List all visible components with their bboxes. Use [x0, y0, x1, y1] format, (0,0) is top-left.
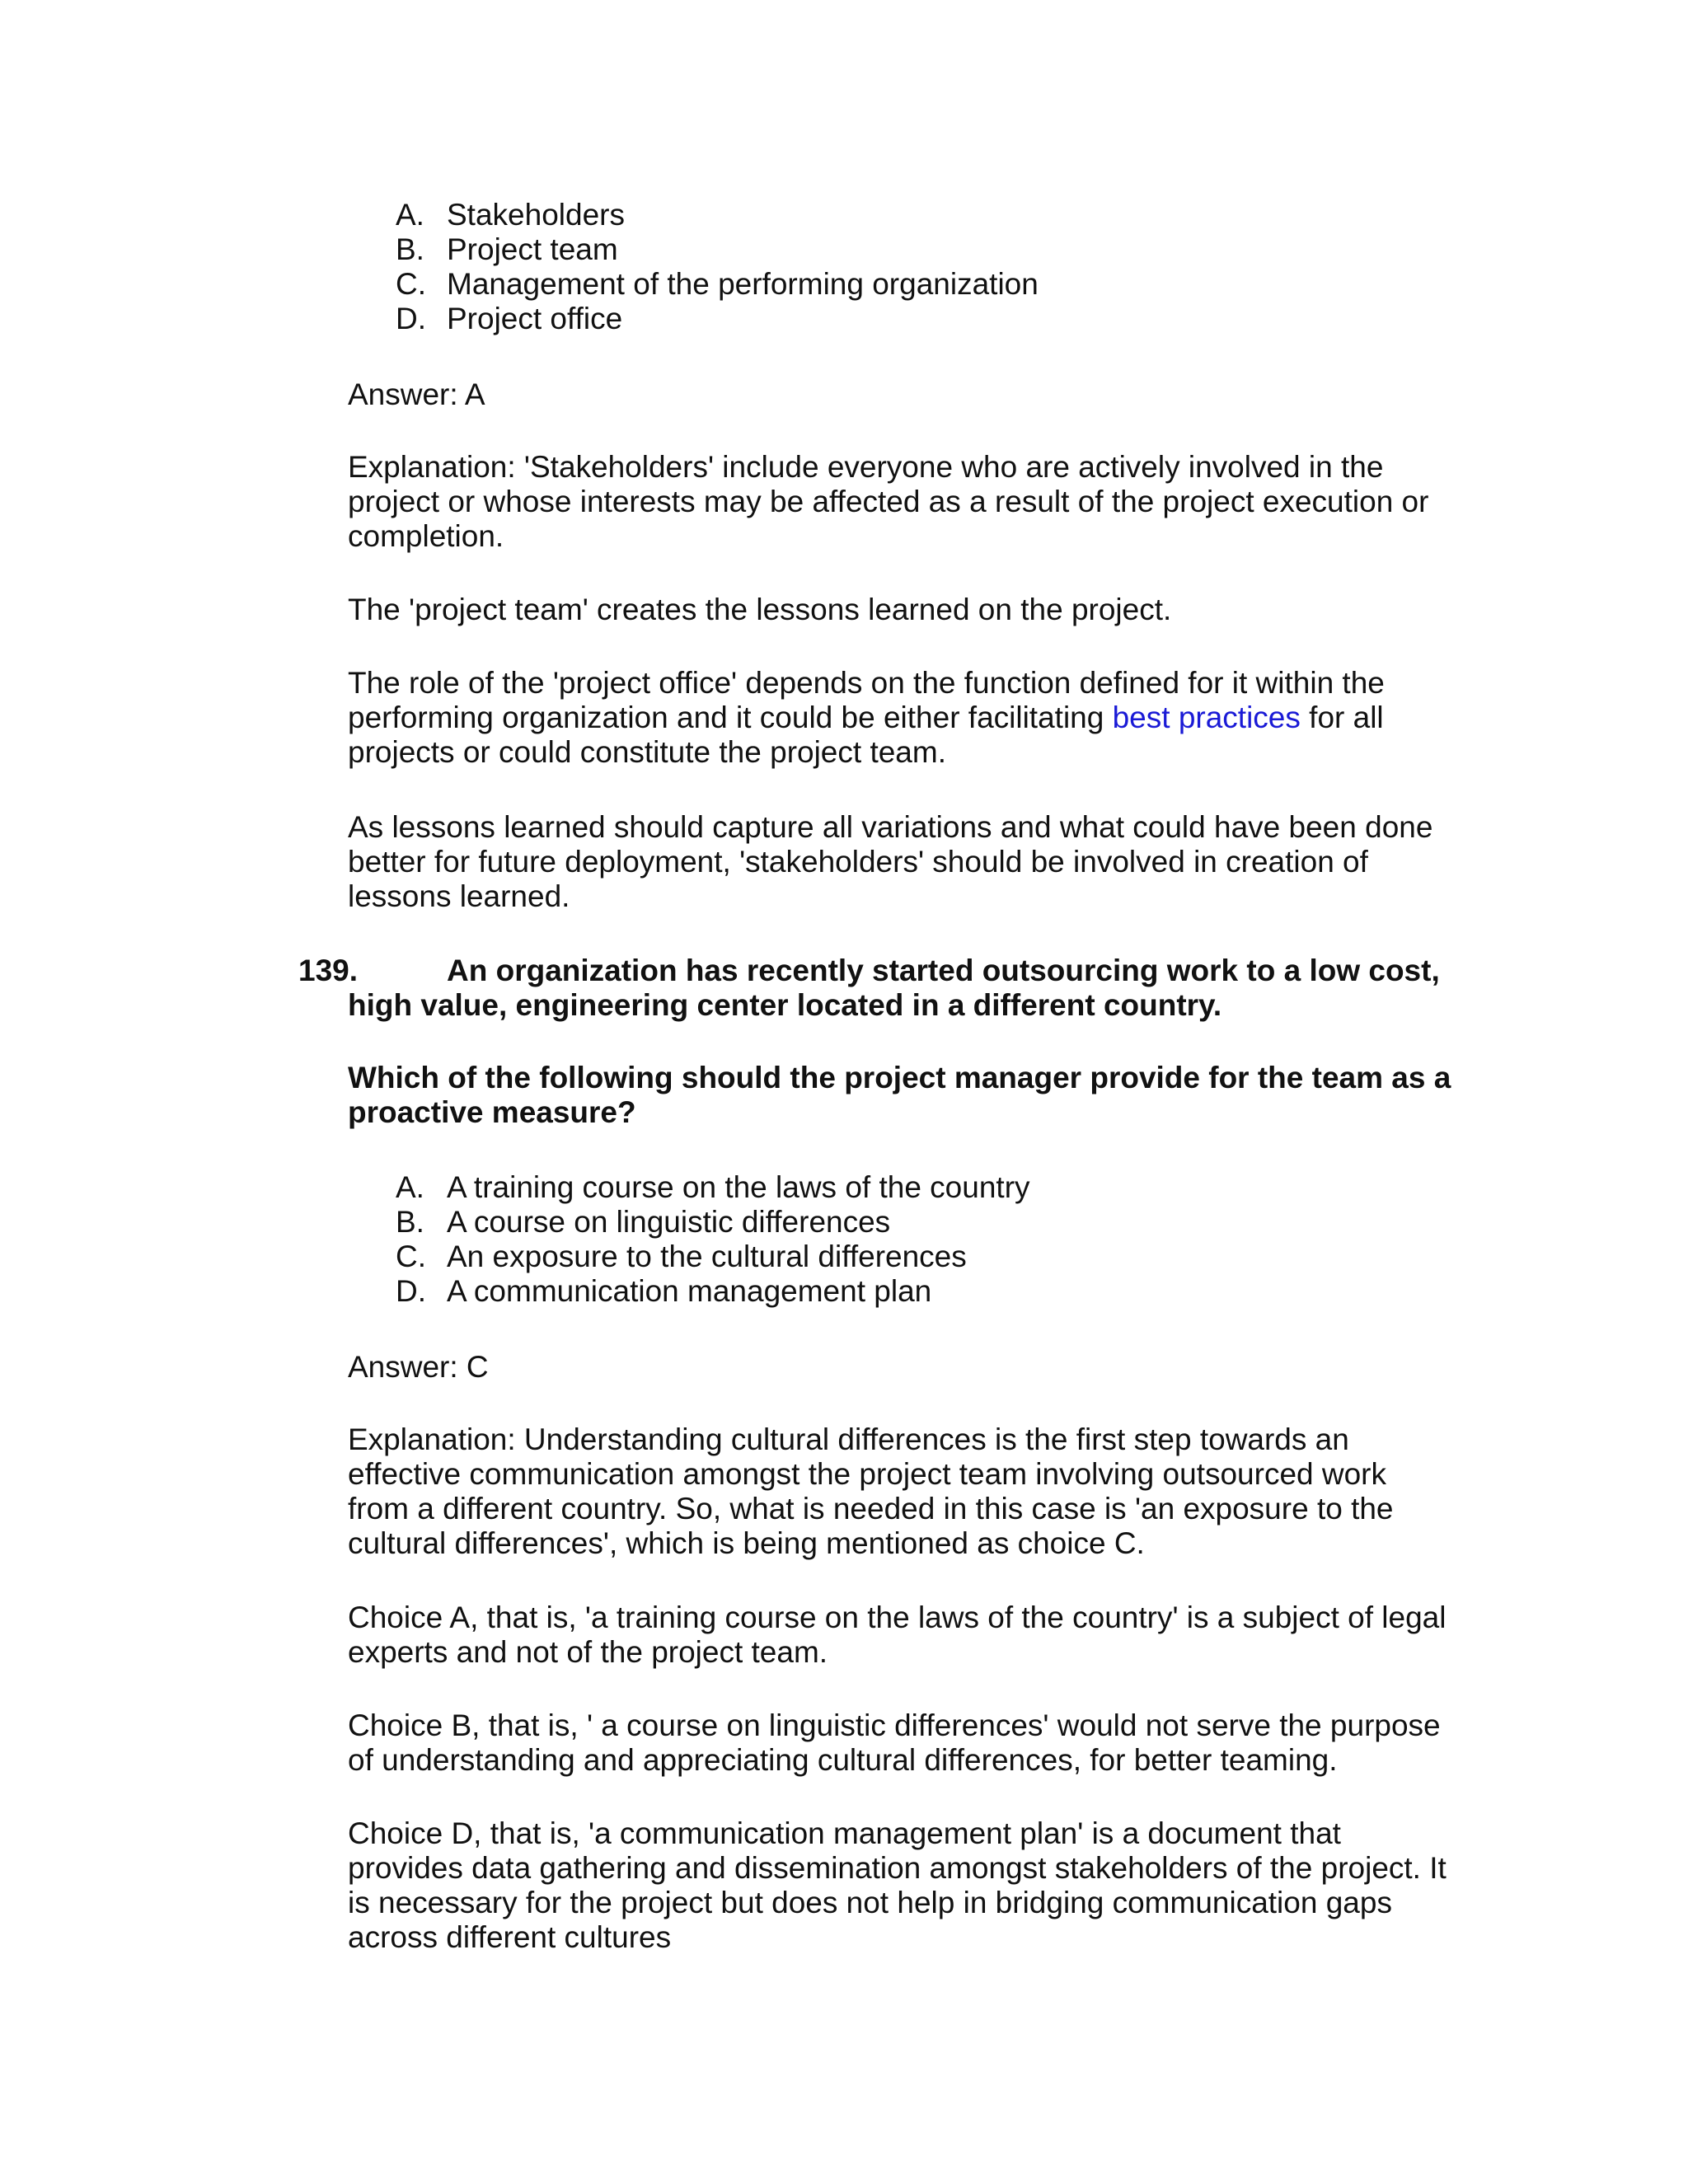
question-number: 139. — [298, 954, 359, 987]
choice-letter: D. — [396, 302, 426, 335]
question-text-line2: high value, engineering center located in a different country. — [348, 988, 1222, 1022]
q139-choice-a — [396, 1170, 1451, 1205]
choice-letter: D. — [396, 1274, 426, 1308]
choice-text: Project office — [447, 302, 623, 335]
q138-choice-b — [396, 232, 1451, 267]
explanation-text: for all projects or could constitute the project team. — [348, 701, 1384, 769]
q139-explanation-cultural: Explanation: Understanding cultural differences is the first step towards an effective communication amongst the project team involving outsourced work from a different country. So, what is needed in this case is 'an exposure to the cultural differences', which is being mentioned as choice C. — [348, 1422, 1394, 1560]
q139-choices — [396, 1170, 1451, 1309]
q138-choice-c — [396, 267, 1451, 302]
question-text-line1: An organization has recently started outsourcing work to a low cost, — [447, 954, 1440, 987]
q138-choice-a — [396, 198, 1451, 232]
choice-text: A course on linguistic differences — [447, 1205, 891, 1239]
choice-letter: A. — [396, 198, 424, 232]
choice-text: Project team — [447, 232, 618, 266]
choice-text: Stakeholders — [447, 198, 625, 232]
q138-explanation-project-office — [348, 666, 1452, 770]
q138-choice-d — [396, 302, 1451, 336]
choice-text: A communication management plan — [447, 1274, 932, 1308]
choice-letter: C. — [396, 267, 426, 301]
choice-letter: B. — [396, 232, 424, 266]
question-prompt: Which of the following should the project manager provide for the team as a proactive measure? — [348, 1061, 1451, 1129]
q139-answer: Answer: C — [348, 1350, 489, 1384]
q138-explanation-stakeholders: Explanation: 'Stakeholders' include everyone who are actively involved in the project or whose interests may be affected as a result of the project execution or completion. — [348, 450, 1429, 553]
q138-answer: Answer: A — [348, 377, 485, 411]
q139-explanation-choice-b: Choice B, that is, ' a course on linguistic differences' would not serve the purpose of understanding and appreciating cultural differences, for better teaming. — [348, 1708, 1441, 1777]
choice-text: Management of the performing organization — [447, 267, 1039, 301]
choice-text: An exposure to the cultural differences — [447, 1240, 967, 1273]
explanation-text: The role of the 'project office' depends on the function defined for it within the performing organization and it could be either facilitating — [348, 666, 1385, 734]
choice-letter: C. — [396, 1240, 426, 1273]
q138-choices — [396, 198, 1451, 336]
choice-letter: A. — [396, 1170, 424, 1204]
q139-choice-b — [396, 1205, 1451, 1240]
q139-choice-c — [396, 1240, 1451, 1274]
q138-explanation-lessons-learned: As lessons learned should capture all variations and what could have been done better for future deployment, 'stakeholders' should be involved in creation of lessons learned. — [348, 810, 1433, 913]
q138-explanation-project-team: The 'project team' creates the lessons learned on the project. — [348, 593, 1172, 626]
best-practices-link[interactable]: best practices — [1112, 701, 1301, 734]
choice-text: A training course on the laws of the country — [447, 1170, 1030, 1204]
q139-explanation-choice-a: Choice A, that is, 'a training course on the laws of the country' is a subject of legal experts and not of the project team. — [348, 1601, 1447, 1669]
q139-choice-d — [396, 1274, 1451, 1309]
q139-explanation-choice-d: Choice D, that is, 'a communication management plan' is a document that provides data gathering and dissemination amongst stakeholders of the project. It is necessary for the project but does not help in bridging communication gaps across different cultures — [348, 1816, 1447, 1954]
choice-letter: B. — [396, 1205, 424, 1239]
